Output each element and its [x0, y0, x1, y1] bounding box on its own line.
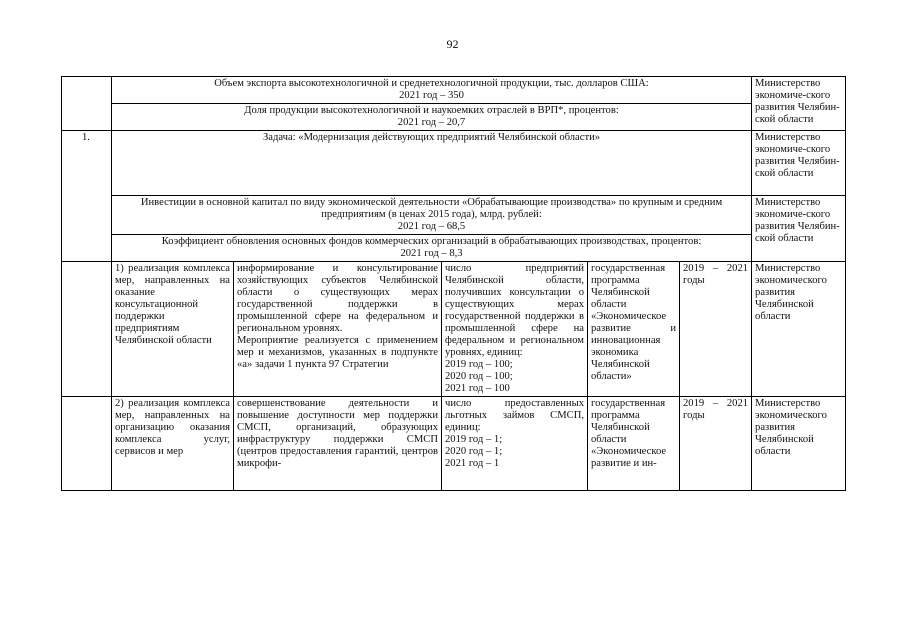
- indicator-row: [62, 77, 846, 104]
- content-cell: информирование и консультирование хозяйствующих субъектов Челябинской области о существующих мерах государственной поддержки в промышленной сфере на федеральном и региональном уровнях. Мероприятие реализуется с применением мер и механизмов, указанных в подпункте «а» задачи 1 пункта 97 Стратегии: [234, 262, 442, 397]
- empty-cell: [62, 262, 112, 397]
- measure-row: [62, 397, 846, 491]
- indicator-cell: Коэффициент обновления основных фондов коммерческих организаций в обрабатывающих производствах, процентов: 2021 год – 8,3: [112, 235, 752, 262]
- page-number: 92: [446, 37, 459, 51]
- responsible-cell: Министерство экономического развития Челябинской области: [752, 262, 846, 397]
- indicator-cell: число предоставленных льготных займов СМСП, единиц: 2019 год – 1; 2020 год – 1; 2021 год – 1: [442, 397, 588, 491]
- indicator-row: [62, 235, 846, 262]
- task-number: 1.: [62, 131, 112, 262]
- indicator-row: [62, 104, 846, 131]
- task-row: [62, 131, 846, 196]
- content-cell: совершенствование деятельности и повышение доступности мер поддержки СМСП, организаций, образующих инфраструктуру поддержки СМСП (центров предоставления гарантий, центров микрофи-: [234, 397, 442, 491]
- responsible-cell: Министерство экономиче-ского развития Челябин-ской области: [752, 131, 846, 196]
- period-cell: 2019 – 2021 годы: [680, 397, 752, 491]
- measure-cell: 2) реализация комплекса мер, направленных на организацию оказания комплекса услуг, сервисов и мер: [112, 397, 234, 491]
- indicator-cell: Инвестиции в основной капитал по виду экономической деятельности «Обрабатывающие производства» по крупным и средним предприятиям (в ценах 2015 года), млрд. рублей: 2021 год – 68,5: [112, 196, 752, 235]
- indicator-row: [62, 196, 846, 235]
- responsible-cell: Министерство экономиче-ского развития Челябин-ской области: [752, 196, 846, 262]
- indicator-cell: число предприятий Челябинской области, получивших консультации о существующих мерах государственной поддержки в промышленной сфере на федеральном и региональном уровнях, единиц: 2019 год – 100; 2020 год – 100; 2021 год – 100: [442, 262, 588, 397]
- empty-cell: [62, 397, 112, 491]
- program-cell: государственная программа Челябинской области «Экономическое развитие и ин-: [588, 397, 680, 491]
- responsible-cell: Министерство экономического развития Челябинской области: [752, 397, 846, 491]
- period-cell: 2019 – 2021 годы: [680, 262, 752, 397]
- measure-cell: 1) реализация комплекса мер, направленных на оказание консультационной поддержки предприятиям Челябинской области: [112, 262, 234, 397]
- task-title: Задача: «Модернизация действующих предприятий Челябинской области»: [112, 131, 752, 196]
- strategy-table: [61, 76, 846, 491]
- responsible-cell: Министерство экономиче-ского развития Челябин-ской области: [752, 77, 846, 131]
- indicator-cell: Объем экспорта высокотехнологичной и среднетехнологичной продукции, тыс. долларов США: 2021 год – 350: [112, 77, 752, 104]
- indicator-cell: Доля продукции высокотехнологичной и наукоемких отраслей в ВРП*, процентов: 2021 год – 20,7: [112, 104, 752, 131]
- program-cell: государственная программа Челябинской области «Экономическое развитие и инновационная экономика Челябинской области»: [588, 262, 680, 397]
- measure-row: [62, 262, 846, 397]
- empty-cell: [62, 77, 112, 131]
